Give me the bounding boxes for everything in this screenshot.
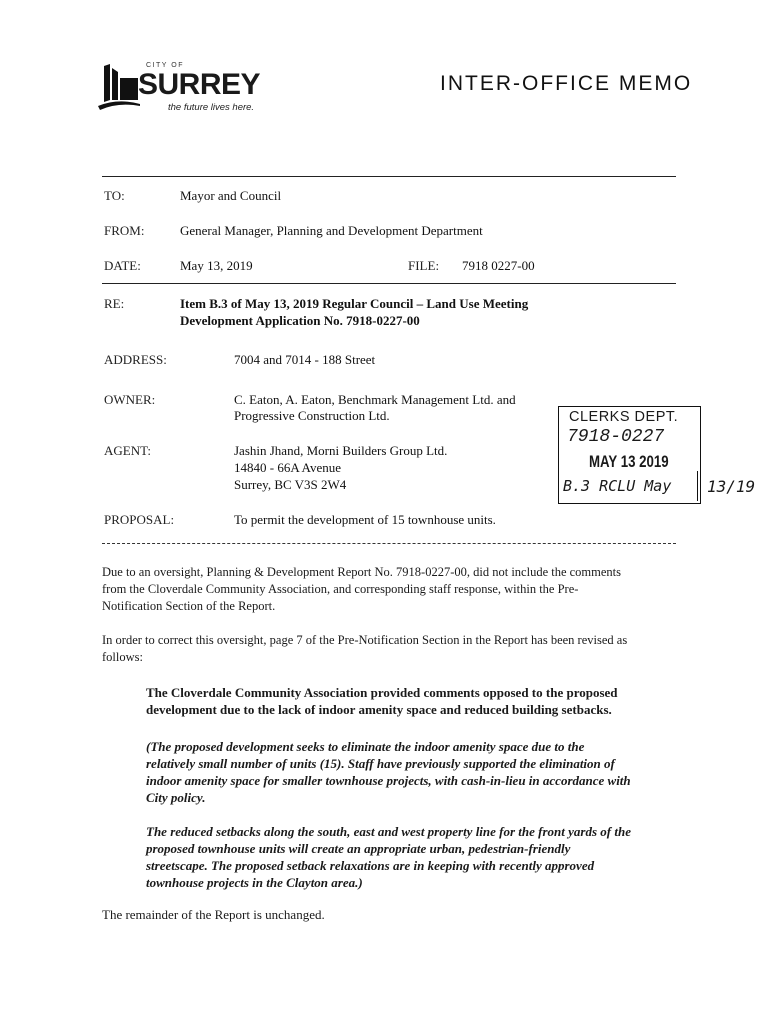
closing-line: The remainder of the Report is unchanged. [102,907,325,922]
proposal-value: To permit the development of 15 townhouse units. [234,512,496,527]
agent-line-3: Surrey, BC V3S 2W4 [234,477,347,492]
divider [102,283,676,284]
owner-line-1: C. Eaton, A. Eaton, Benchmark Management Ltd. and [234,392,516,407]
text-line: townhouse projects in the Clayton area.) [146,875,363,890]
paragraph-correction [102,632,722,666]
quote-community-association [146,684,736,718]
text-line: relatively small number of units (15). Staff have previously supported the elimination of [146,756,615,771]
stamp-handwritten-date: 13/19 [707,477,756,496]
stamp-handwritten-note: B.3 RCLU May [563,477,672,495]
paragraph-oversight [102,564,722,615]
quote-setbacks [146,823,736,891]
logo-name: SURREY [138,68,261,101]
text-line: proposed townhouse units will create an appropriate urban, pedestrian-friendly [146,841,571,856]
text-line: follows: [102,650,143,664]
stamp-date: MAY 13 2019 [589,452,669,471]
re-label: RE: [104,296,125,311]
text-line: The reduced setbacks along the south, east and west property line for the front yards of the [146,824,631,839]
logo-tagline: the future lives here. [168,102,255,113]
address-label: ADDRESS: [104,352,167,367]
re-line-2: Development Application No. 7918-0227-00 [180,313,420,328]
from-value: General Manager, Planning and Development Department [180,223,483,238]
stamp-file-number: 7918-0227 [567,427,665,447]
text-line: City policy. [146,790,206,805]
address-value: 7004 and 7014 - 188 Street [234,352,376,367]
text-line: from the Cloverdale Community Association, and corresponding staff response, within the Pre- [102,582,579,596]
stamp-divider [697,471,698,501]
agent-line-1: Jashin Jhand, Morni Builders Group Ltd. [234,443,448,458]
to-label: TO: [104,188,125,203]
text-line: streetscape. The proposed setback relaxations are in keeping with recently approved [146,858,595,873]
date-label: DATE: [104,258,141,273]
agent-line-2: 14840 - 66A Avenue [234,460,341,475]
text-line: In order to correct this oversight, page 7 of the Pre-Notification Section in the Report has been revised as [102,633,628,647]
re-line-1: Item B.3 of May 13, 2019 Regular Council – Land Use Meeting [180,296,529,311]
owner-line-2: Progressive Construction Ltd. [234,408,390,423]
divider [102,176,676,177]
clerks-received-stamp [558,406,756,504]
text-line: Due to an oversight, Planning & Development Report No. 7918-0227-00, did not include the comments [102,565,622,579]
city-of-surrey-logo [98,58,268,118]
text-line: The Cloverdale Community Association provided comments opposed to the proposed [146,685,618,700]
quote-amenity-space [146,738,736,806]
owner-label: OWNER: [104,392,156,407]
agent-label: AGENT: [104,443,152,458]
file-label: FILE: [408,258,440,273]
text-line: Notification Section of the Report. [102,599,276,613]
dashed-divider [102,543,676,544]
stamp-dept: CLERKS DEPT. [569,409,679,425]
text-line: indoor amenity space for smaller townhouse projects, with cash-in-lieu in accordance with [146,773,631,788]
file-value: 7918 0227-00 [462,258,535,273]
text-line: (The proposed development seeks to eliminate the indoor amenity space due to the [146,739,585,754]
surrey-emblem-icon [98,60,142,114]
from-label: FROM: [104,223,145,238]
date-value: May 13, 2019 [180,258,253,273]
text-line: development due to the lack of indoor amenity space and reduced building setbacks. [146,702,612,717]
proposal-label: PROPOSAL: [104,512,175,527]
logo-city-of: CITY OF [146,62,184,69]
to-value: Mayor and Council [180,188,282,203]
memo-title: INTER-OFFICE MEMO [440,72,693,95]
